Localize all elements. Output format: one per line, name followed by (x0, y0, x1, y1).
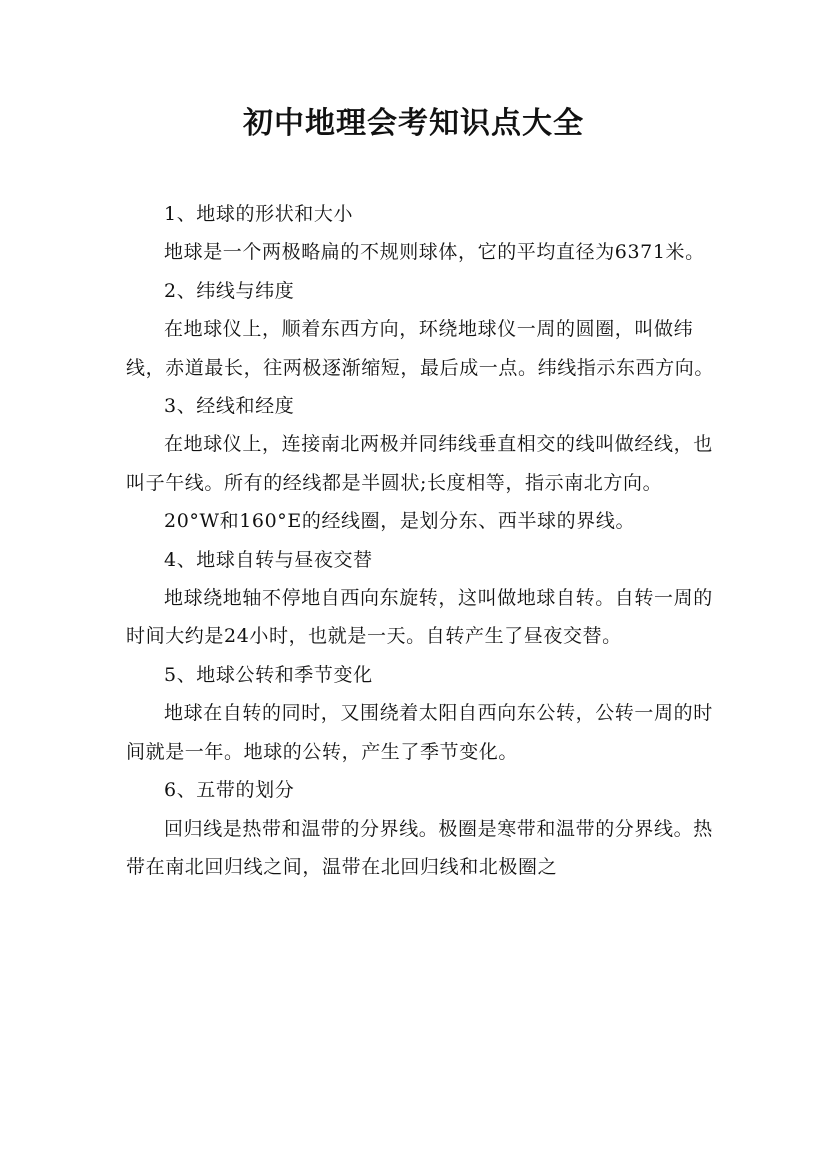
section-heading: 3、经线和经度 (164, 395, 295, 418)
body-paragraph: 地球在自转的同时，又围绕着太阳自西向东公转，公转一周的时间就是一年。地球的公转，产生了季节变化。 (126, 702, 713, 763)
section-heading: 2、纬线与纬度 (164, 279, 295, 302)
section-heading: 6、五带的划分 (164, 779, 295, 802)
section-heading: 5、地球公转和季节变化 (164, 663, 373, 686)
document-title: 初中地理会考知识点大全 (243, 106, 584, 141)
document-body (126, 195, 716, 886)
body-paragraph: 地球绕地轴不停地自西向东旋转，这叫做地球自转。自转一周的时间大约是24小时，也就是一天。自转产生了昼夜交替。 (126, 587, 713, 648)
section-heading: 1、地球的形状和大小 (164, 203, 354, 225)
body-paragraph: 在地球仪上，连接南北两极并同纬线垂直相交的线叫做经线，也叫子午线。所有的经线都是半圆状;长度相等，指示南北方向。 (126, 433, 713, 494)
body-paragraph: 20°W和160°E的经线圈，是划分东、西半球的界线。 (164, 510, 636, 533)
body-paragraph: 回归线是热带和温带的分界线。极圈是寒带和温带的分界线。热带在南北回归线之间，温带在北回归线和北极圈之 (126, 817, 713, 878)
section-heading: 4、地球自转与昼夜交替 (164, 548, 373, 571)
body-paragraph: 地球是一个两极略扁的不规则球体，它的平均直径为6371米。 (164, 241, 705, 264)
body-paragraph: 在地球仪上，顺着东西方向，环绕地球仪一周的圆圈，叫做纬线，赤道最长，往两极逐渐缩短，最后成一点。纬线指示东西方向。 (126, 318, 715, 379)
